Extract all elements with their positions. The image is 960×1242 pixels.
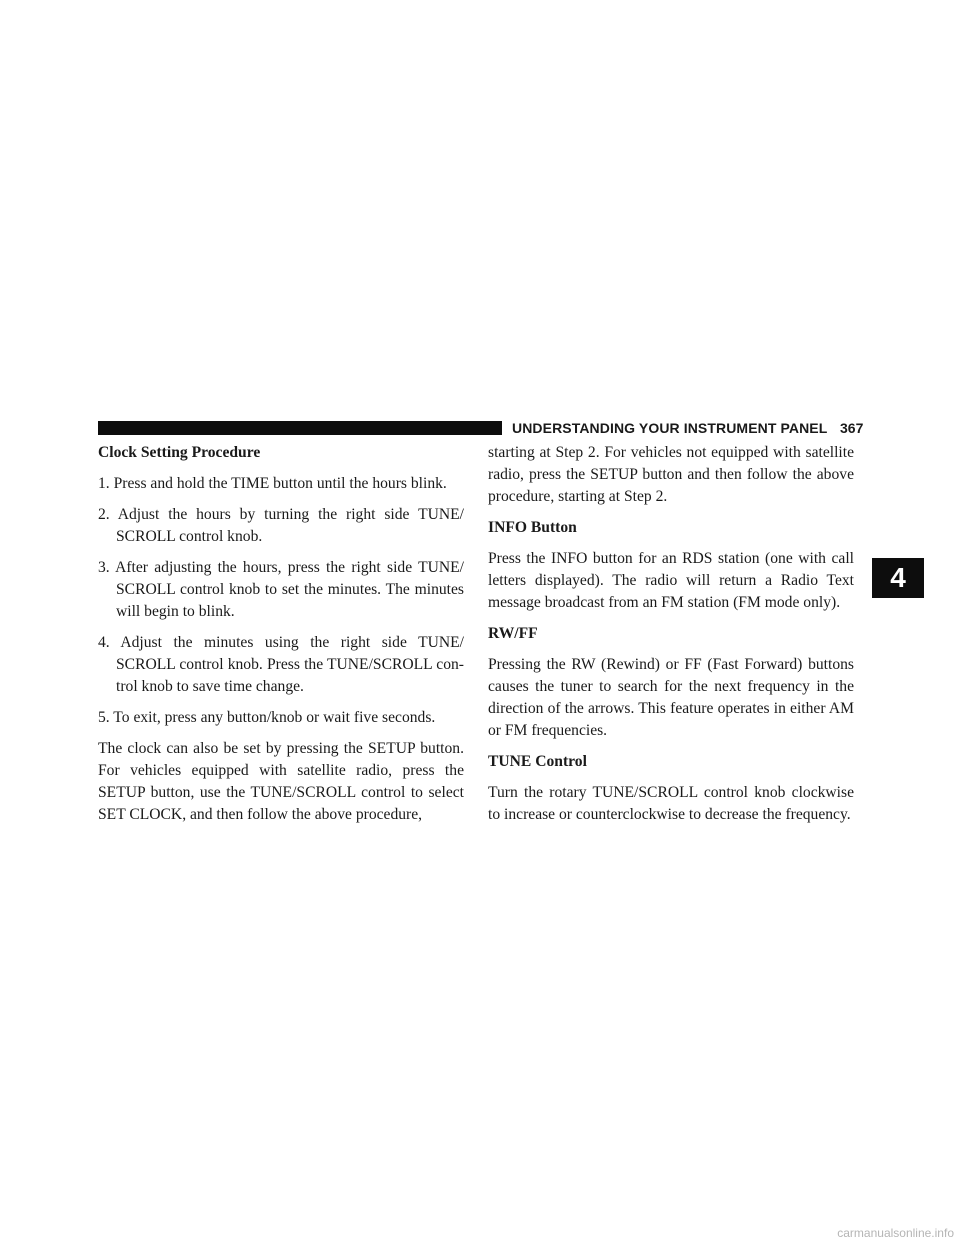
header-rule xyxy=(98,421,502,435)
rw-ff-paragraph: Pressing the RW (Rewind) or FF (Fast Forward) buttons causes the tuner to search for the next frequency in the direction of the arrows. This feature operates in either AM or FM frequencies. xyxy=(488,656,854,739)
page-number: 367 xyxy=(840,420,864,436)
chapter-tab: 4 xyxy=(872,558,924,598)
footer-watermark: carmanualsonline.info xyxy=(837,1226,954,1240)
section-heading-info-button: INFO Button xyxy=(488,519,577,536)
tune-control-paragraph: Turn the rotary TUNE/SCROLL control knob clockwise to increase or counterclockwise to decrease the frequency. xyxy=(488,784,854,823)
clock-setup-paragraph: The clock can also be set by pressing the SETUP button. For vehicles equipped with satellite radio, press the SETUP button, use the TUNE/SCROLL control to select SET CLOCK, and then follow the above procedure, xyxy=(98,740,464,823)
procedure-step-5: 5. To exit, press any button/knob or wait five seconds. xyxy=(98,709,436,726)
info-button-paragraph: Press the INFO button for an RDS station (one with call letters displayed). The radio will return a Radio Text message broadcast from an FM station (FM mode only). xyxy=(488,550,854,611)
left-column xyxy=(98,442,464,826)
running-header-title: UNDERSTANDING YOUR INSTRUMENT PANEL xyxy=(512,420,828,436)
procedure-step-2: 2. Adjust the hours by turning the right side TUNE/ SCROLL control knob. xyxy=(98,506,464,545)
continuation-paragraph: starting at Step 2. For vehicles not equipped with satellite radio, press the SETUP button and then follow the above procedure, starting at Step 2. xyxy=(488,444,854,505)
procedure-step-4: 4. Adjust the minutes using the right side TUNE/ SCROLL control knob. Press the TUNE/SCROLL con- trol knob to save time change. xyxy=(98,634,464,695)
section-heading-rw-ff: RW/FF xyxy=(488,625,538,642)
procedure-step-1: 1. Press and hold the TIME button until the hours blink. xyxy=(98,475,447,492)
section-heading-clock-setting: Clock Setting Procedure xyxy=(98,444,261,461)
procedure-step-3: 3. After adjusting the hours, press the right side TUNE/ SCROLL control knob to set the minutes. The minutes will begin to blink. xyxy=(98,559,464,620)
right-column xyxy=(488,442,854,826)
section-heading-tune-control: TUNE Control xyxy=(488,753,587,770)
